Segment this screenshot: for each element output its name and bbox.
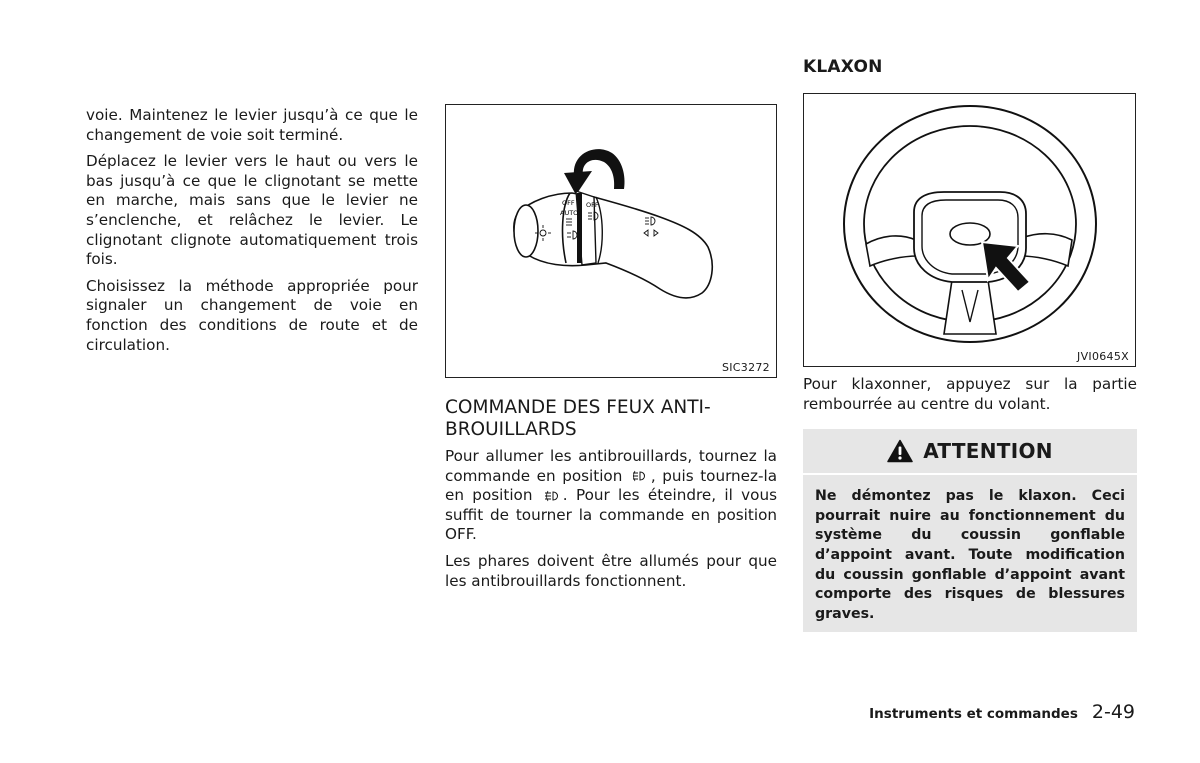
attention-title: ATTENTION — [923, 439, 1053, 464]
attention-box — [803, 429, 1137, 632]
column-left — [86, 106, 418, 362]
fog-text-part1: Pour allumer les antibrouillards, tournez la commande en position — [445, 447, 777, 485]
attention-text: Ne démontez pas le klaxon. Ceci pourrait nuire au fonctionnement du système du coussin gonflable d’appoint avant. Toute modification du coussin gonflable d’appoint avant comporte des risques de blessures graves. — [815, 488, 1125, 622]
paragraph-lever-instructions: Déplacez le levier vers le haut ou vers le bas jusqu’à ce que le clignotant se mette en marche, mais sans que le levier ne s’enclenche, et relâchez le levier. Le clignotant clignote automatiquement trois fois. — [86, 152, 418, 269]
page-number: 2-49 — [1091, 701, 1135, 723]
label-off-2: OFF — [586, 201, 599, 209]
warning-triangle-icon — [887, 439, 913, 463]
label-auto: AUTO — [560, 209, 579, 217]
paragraph-fog-instructions — [445, 447, 777, 545]
fog-text-part3: . Pour les éteindre, il vous suffit de tourner la commande en position OFF. — [445, 486, 777, 544]
page-footer — [869, 701, 1135, 723]
section-heading-fog-lights: COMMANDE DES FEUX ANTI-BROUILLARDS — [445, 397, 711, 440]
footer-section-title: Instruments et commandes — [869, 706, 1078, 722]
column-middle — [445, 104, 777, 598]
section-heading-klaxon: KLAXON — [803, 57, 883, 77]
steering-wheel-illustration — [804, 94, 1135, 366]
column-right — [803, 56, 1137, 632]
fog-text-part2: , puis tournez-la en position — [445, 466, 778, 505]
front-fog-light-icon — [631, 470, 649, 482]
attention-header — [803, 429, 1137, 475]
paragraph-headlights-required: Les phares doivent être allumés pour que les antibrouillards fonctionnent. — [445, 551, 777, 590]
figure-steering-wheel — [803, 93, 1136, 367]
fog-light-position-icon — [543, 490, 561, 502]
figure-code: SIC3272 — [721, 361, 770, 374]
figure-code: JVI0645X — [1077, 350, 1129, 363]
label-off-1: OFF — [562, 199, 575, 207]
paragraph-choose-method: Choisissez la méthode appropriée pour signaler un changement de voie en fonction des conditions de route et de circulation. — [86, 276, 418, 354]
paragraph-continuation: voie. Maintenez le levier jusqu’à ce que le changement de voie soit terminé. — [86, 106, 418, 144]
figure-fog-light-switch — [445, 104, 777, 378]
paragraph-horn-instructions: Pour klaxonner, appuyez sur la partie rembourrée au centre du volant. — [803, 375, 1137, 413]
lever-illustration — [446, 105, 776, 377]
